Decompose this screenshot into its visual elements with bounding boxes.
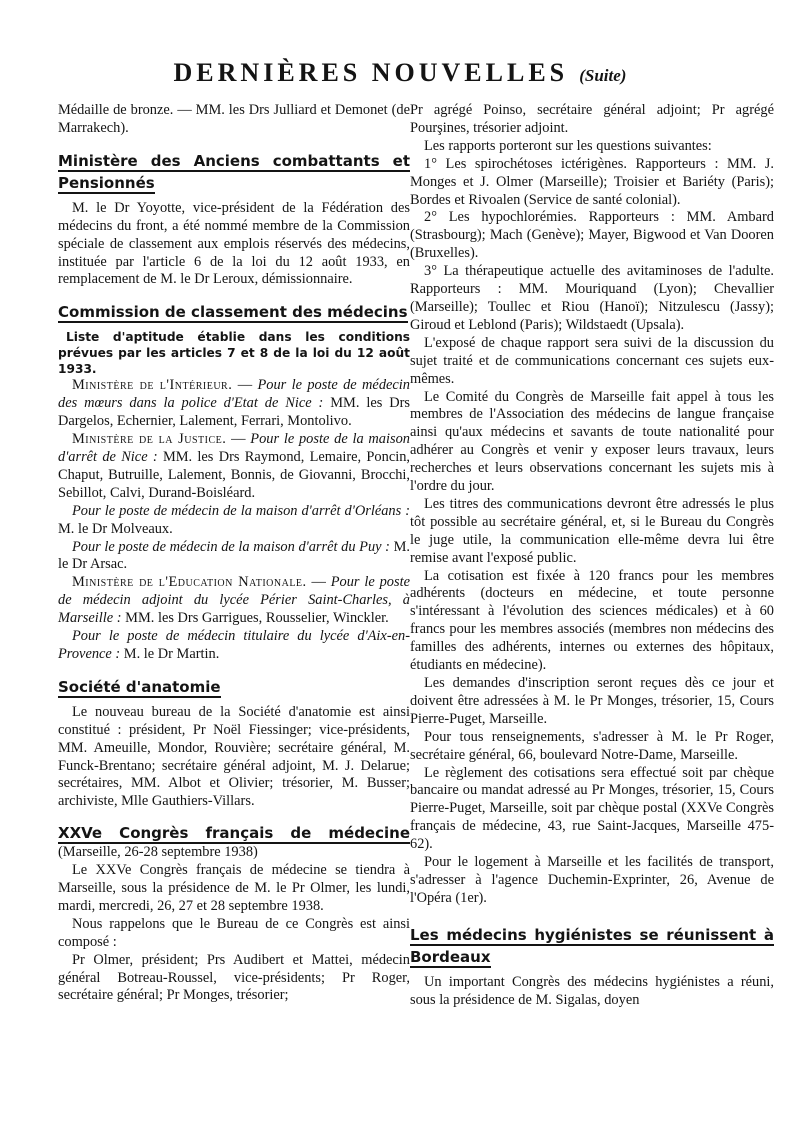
left-column <box>58 102 410 1005</box>
orleans-entry <box>58 503 410 539</box>
aix-entry <box>58 628 410 664</box>
question-2: 2° Les hypochlorémies. Rapporteurs : MM. Ambard (Strasbourg); Mach (Genève); Mayer, Bigwood et Van Dooren (Bruxelles). <box>410 209 774 262</box>
interieur-label: Ministère de l'Intérieur. <box>72 377 233 394</box>
interieur-names: MM. les Drs Dargelos, Echernier, Lalement, Ferrari, Montolivo. <box>58 395 410 430</box>
education-label: Ministère de l'Education Nationale. <box>72 574 307 591</box>
congres-p2: Nous rappelons que le Bureau de ce Congrès est ainsi composé : <box>58 915 410 950</box>
congres-heading-rest: (Marseille, 26-28 septembre 1938) <box>58 844 258 861</box>
congres-p3: Pr Olmer, président; Prs Audibert et Mattei, médecin général Botreau-Roussel, vice-présidents; Pr Roger, secrétaire général; Pr Monges, trésorier; <box>58 951 410 1004</box>
renseignements-text: Pour tous renseignements, s'adresser à M. le Pr Roger, secrétaire général, 66, boulevard Notre-Dame, Marseille. <box>410 728 774 763</box>
congres-heading-title: XXVe Congrès français de médecine <box>58 824 410 843</box>
section-title: DERNIÈRES NOUVELLES <box>173 58 569 87</box>
education-post: Pour le poste de médecin adjoint du lycée Périer Saint-Charles, à Marseille : <box>58 574 410 627</box>
rapports-intro: Les rapports porteront sur les questions suivantes: <box>424 137 712 154</box>
cotisation-text: La cotisation est fixée à 120 francs pour les membres adhérents (docteurs en médecine, et toute personne s'intéressant à l'évolution des sciences médicales) et à 60 francs pour les membres associés (membres non médecins des familles des adhérents, internes ou externes des hôpitaux, étudiants en médecine). <box>410 567 774 674</box>
expose-text: L'exposé de chaque rapport sera suivi de la discussion du sujet traité et de communications concernant ces sujets eux-mêmes. <box>410 334 774 387</box>
justice-post: Pour le poste de la maison d'arrêt de Nice : <box>58 431 410 465</box>
anciens-combattants-heading: Ministère des Anciens combattants et Pensionnés <box>58 151 410 192</box>
justice-entry: Ministère de la Justice. — Pour le poste de la maison d'arrêt de Nice : MM. les Drs Raymond, Lemaire, Poncin, Chaput, Butruille, Lalement, Bonnis, de Giovanni, Brocchi, Sebillot, Calvi, Durand-Boisléard. <box>58 431 410 501</box>
question-1: 1° Les spirochétoses ictérigènes. Rapporteurs : MM. J. Monges et J. Olmer (Marseille); Troisier et Bariéty (Paris); Bordes et Rivoalen (Service de santé colonial). <box>410 155 774 208</box>
interieur-entry: Ministère de l'Intérieur. — Pour le poste de médecin des mœurs dans la police d'Etat de Nice : MM. les Drs Dargelos, Echernier, Lalement, Ferrari, Montolivo. <box>58 377 410 430</box>
masthead <box>0 58 800 88</box>
justice-names: MM. les Drs Raymond, Lemaire, Poncin, Chaput, Butruille, Lalement, Bonnis, de Giovanni, Brocchi, Sebillot, Calvi, Durand-Boisléard. <box>58 448 410 501</box>
puy-post: Pour le poste de médecin de la maison d'arrêt du Puy : <box>72 538 390 555</box>
interieur-post: Pour le poste de médecin des mœurs dans la police d'Etat de Nice : <box>58 377 410 412</box>
comite-text: Le Comité du Congrès de Marseille fait appel à tous les membres de l'Association des médecins de langue française ainsi qu'aux médecins et savants de toute nationalité pour adhérer au Congrès et venir y exposer leurs travaux, leurs recherches et leurs observations concernant les sujets mis à l'ordre du jour. <box>410 388 774 495</box>
anatomie-heading: Société d'anatomie <box>58 677 221 696</box>
section-suite: (Suite) <box>579 66 627 85</box>
reglement-text: Le règlement des cotisations sera effectué soit par chèque bancaire ou mandat adressé au Pr Monges, trésorier, 15, Cours Pierre-Puget, Marseille, soit par chèque postal (XXVe Congrès français de médecine, 43, rue Saint-Jacques, Marseille 475-62). <box>410 764 774 853</box>
aix-name: M. le Dr Martin. <box>123 645 220 662</box>
question-3: 3° La thérapeutique actuelle des avitaminoses de l'adulte. Rapporteurs : MM. Mouriquand (Lyon); Chevallier (Marseille); Toullec et Riou (Hanoï); Nitzulescu (Jassy); Giroud et Leblond (Paris); Wildstaedt (Upsala). <box>410 263 774 333</box>
hygienistes-text: Un important Congrès des médecins hygiénistes a réuni, sous la présidence de M. Sigalas, doyen <box>410 973 774 1008</box>
commission-subheading: Liste d'aptitude établie dans les conditions prévues par les articles 7 et 8 de la loi du 12 août 1933. <box>58 330 410 377</box>
congres-heading <box>58 825 410 862</box>
anatomie-text: Le nouveau bureau de la Société d'anatomie est ainsi constitué : président, Pr Noël Fiessinger; vice-présidents, MM. Ameuille, Mondor, Rouvière; secrétaire général, M. Funck-Brentano; secrétaire général adjoint, M. J. Delarue; secrétaires, MM. Albot et Olivier; trésorier, M. Busser; archiviste, Mlle Gauthiers-Villars. <box>58 703 410 810</box>
education-names: MM. les Drs Garrigues, Rousselier, Winckler. <box>125 610 389 627</box>
puy-name: M. le Dr Arsac. <box>58 538 410 573</box>
aix-post: Pour le poste de médecin titulaire du lycée d'Aix-en-Provence : <box>58 628 410 662</box>
medaille-bronze-text: Médaille de bronze. — MM. les Drs Julliard et Demonet (de Marrakech). <box>58 102 410 136</box>
justice-label: Ministère de la Justice. <box>72 431 227 448</box>
demandes-text: Les demandes d'inscription seront reçues dès ce jour et doivent être adressées à M. le Pr Monges, trésorier, 15, Cours Pierre-Puget, Marseille. <box>410 675 774 727</box>
anciens-combattants-text: M. le Dr Yoyotte, vice-président de la Fédération des médecins du front, a été nommé membre de la Commission spéciale de classement aux emplois réservés des médecins, instituée par l'article 6 de la loi du 12 août 1933, en remplacement de M. le Dr Leroux, démissionnaire. <box>58 199 410 288</box>
titres-text: Les titres des communications devront être adressés le plus tôt possible au secrétaire général, et, si le Bureau du Congrès le juge utile, la communication elle-même devra lui être remise avant l'exposé public. <box>410 495 774 566</box>
right-column <box>410 102 774 1010</box>
orleans-post: Pour le poste de médecin de la maison d'arrêt d'Orléans : <box>72 502 410 519</box>
puy-entry <box>58 539 410 575</box>
congres-p1: Le XXVe Congrès français de médecine se tiendra à Marseille, sous la présidence de M. le Pr Olmer, les lundi, mardi, mercredi, 26, 27 et 28 septembre 1938. <box>58 862 410 914</box>
congres-bureau-cont: Pr agrégé Poinso, secrétaire général adjoint; Pr agrégé Pourşines, trésorier adjoint. <box>410 102 774 136</box>
commission-heading: Commission de classement des médecins <box>58 303 408 322</box>
hygienistes-heading: Les médecins hygiénistes se réunissent à Bordeaux <box>410 925 774 966</box>
education-entry: Ministère de l'Education Nationale. — Pour le poste de médecin adjoint du lycée Périer Saint-Charles, à Marseille : MM. les Drs Garrigues, Rousselier, Winckler. <box>58 574 410 627</box>
orleans-name: M. le Dr Molveaux. <box>58 520 173 537</box>
logement-text: Pour le logement à Marseille et les facilités de transport, s'adresser à l'agence Duchemin-Exprinter, 26, Avenue de l'Opéra (1er). <box>410 854 774 906</box>
